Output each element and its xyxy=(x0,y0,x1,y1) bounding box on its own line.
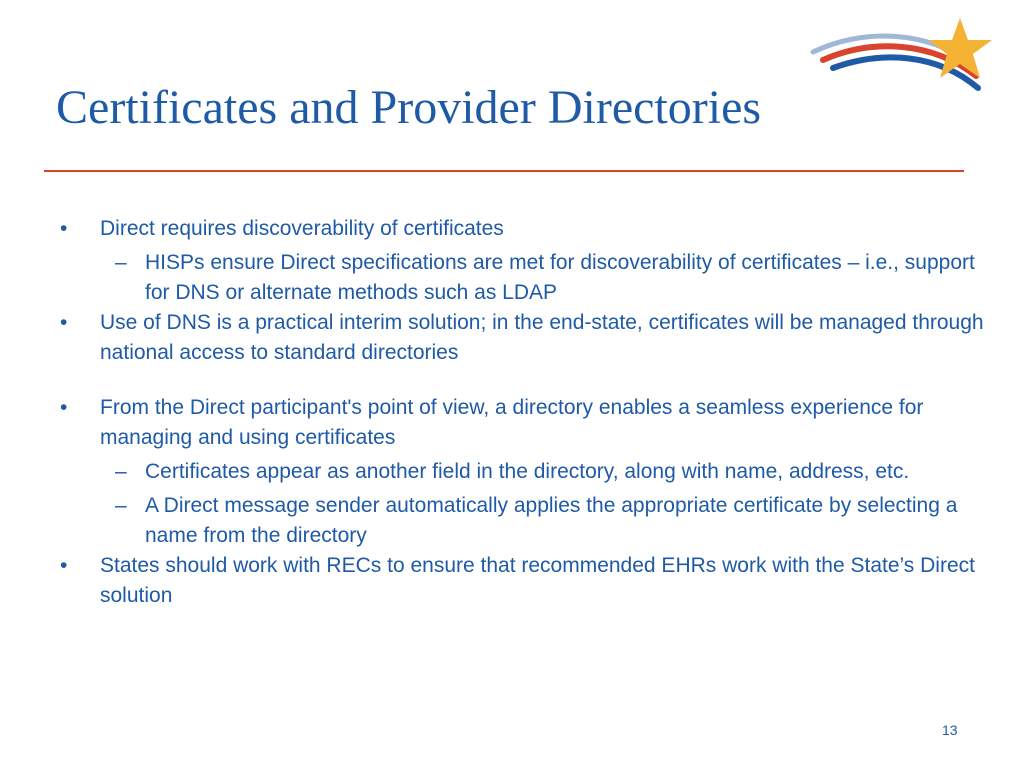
title-divider xyxy=(44,170,964,172)
bullet-text: Direct requires discoverability of certificates xyxy=(100,217,504,240)
bullet-text: Use of DNS is a practical interim solution; in the end-state, certificates will be managed through national access to standard directories xyxy=(100,311,984,364)
bullet-text: States should work with RECs to ensure that recommended EHRs work with the State’s Direct solution xyxy=(100,554,975,607)
sub-bullet-item xyxy=(60,491,990,551)
bullet-list xyxy=(60,214,990,611)
bullet-marker: • xyxy=(60,554,68,577)
sub-bullet-item xyxy=(60,457,990,487)
sub-bullet-marker: – xyxy=(115,251,127,274)
star-swoosh-logo xyxy=(808,10,1008,100)
sub-bullet-item xyxy=(60,248,990,308)
bullet-item xyxy=(60,393,990,453)
bullet-item xyxy=(60,214,990,244)
bullet-marker: • xyxy=(60,217,68,240)
bullet-marker: • xyxy=(60,311,68,334)
bullet-text: From the Direct participant's point of view, a directory enables a seamless experience for managing and using certificates xyxy=(100,396,924,449)
page-number: 13 xyxy=(942,722,958,738)
sub-bullet-marker: – xyxy=(115,460,127,483)
sub-bullet-text: A Direct message sender automatically applies the appropriate certificate by selecting a name from the directory xyxy=(145,494,958,547)
bullet-item xyxy=(60,551,990,611)
star-icon xyxy=(928,18,992,78)
bullet-item xyxy=(60,308,990,368)
sub-bullet-marker: – xyxy=(115,494,127,517)
bullet-marker: • xyxy=(60,396,68,419)
sub-bullet-text: HISPs ensure Direct specifications are met for discoverability of certificates – i.e., support for DNS or alternate methods such as LDAP xyxy=(145,251,975,304)
sub-bullet-text: Certificates appear as another field in the directory, along with name, address, etc. xyxy=(145,460,910,483)
slide-title: Certificates and Provider Directories xyxy=(56,81,762,134)
